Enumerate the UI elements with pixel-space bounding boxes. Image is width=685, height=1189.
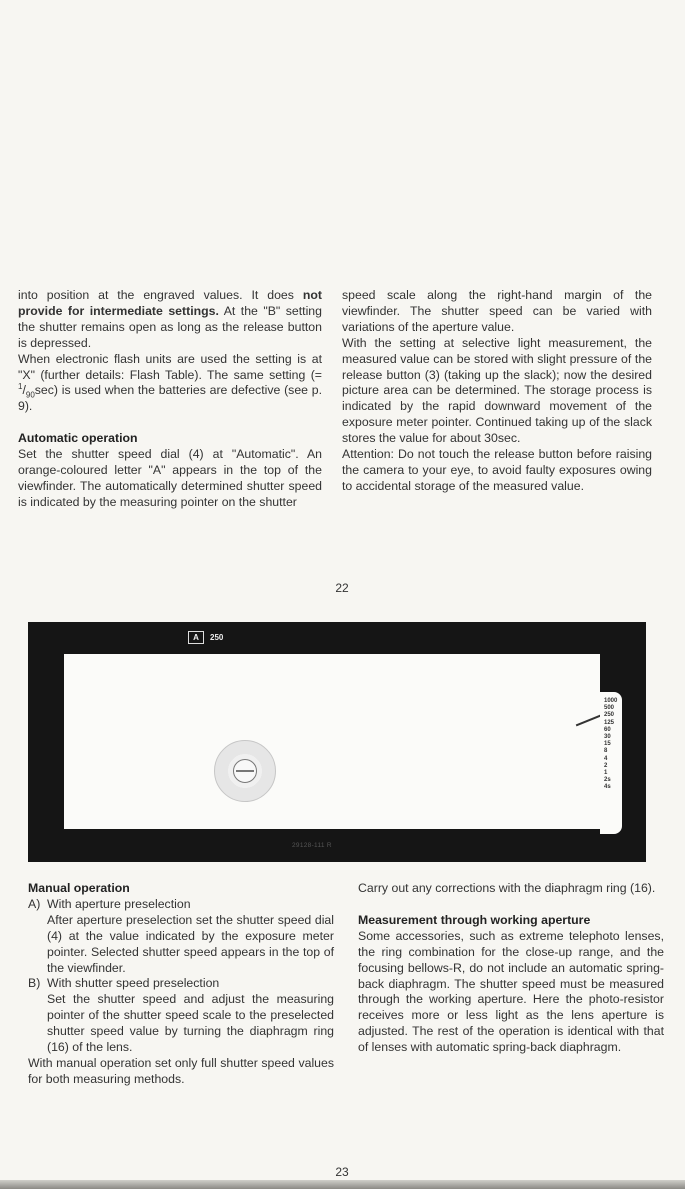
scale-value: 125 (604, 719, 615, 726)
figure-caption: 29128-111 R (292, 842, 332, 849)
page-bottom-edge (0, 1180, 685, 1189)
scale-value: 4s (604, 784, 611, 791)
section-heading: Manual operation (28, 881, 130, 895)
scale-value: 8 (604, 748, 608, 755)
section-heading: Measurement through working aperture (358, 912, 591, 927)
page23-right-column (358, 881, 664, 1056)
selected-speed: 250 (210, 632, 224, 642)
list-item: B) With shutter speed preselection Set the shutter speed and adjust the measuring pointer of the shutter speed scale to the preselected shutter speed value by turning the diaphragm ring (16) of the lens. (28, 976, 334, 1055)
bold-phrase: not provide for intermediate settings. (18, 288, 322, 318)
scale-value: 15 (604, 741, 611, 748)
scale-value: 1000 (604, 698, 618, 704)
scale-value: 500 (604, 705, 615, 712)
scale-value: 2s (604, 777, 611, 784)
scale-value: 4 (604, 755, 608, 762)
scale-value: 60 (604, 726, 611, 733)
automatic-indicator: A (188, 631, 204, 644)
scale-value: 250 (604, 712, 615, 719)
scale-value: 30 (604, 734, 611, 741)
paragraph: When electronic flash units are used the setting is at "X" (further details: Flash Table). The same setting (= $^1/_{90}\sec$) is used when the batteries are defective (see p. 9). (18, 351, 322, 414)
section-heading: Automatic operation (18, 431, 138, 446)
paragraph: Some accessories, such as extreme telephoto lenses, the ring combination for the close-up range, and the focusing bellows-R, do not include an automatic spring-back diaphragm. The shutter speed must be measured through the working aperture. Here the photo-resistor receives more or less light as the lens aperture is adjusted. The rest of the operation is identical with that of lenses with automatic spring-back diaphragm. (358, 928, 664, 1055)
scale-value: 2 (604, 762, 608, 769)
page22-left-column (18, 288, 322, 511)
scale-value: 1 (604, 770, 608, 777)
paragraph: With the setting at selective light measurement, the measured value can be stored with slight pressure of the release button (3) (taking up the slack); now the desired picture area can be determined. The storage process is indicated by the rapid downward movement of the exposure meter pointer. Continued taking up of the slack stores the value for about 30sec. (342, 335, 652, 446)
page23-left-column (28, 881, 334, 1088)
paragraph: Attention: Do not touch the release button before raising the camera to your eye, to avoid faulty exposures owing to accidental storage of the measured value. (342, 447, 652, 493)
page-number: 22 (335, 581, 349, 595)
paragraph: With manual operation set only full shutter speed values for both measuring methods. (28, 1055, 334, 1086)
page22-right-column (342, 288, 652, 495)
paragraph: into position at the engraved values. It does not provide for intermediate settings. At the "B" setting the shutter remains open as long as the release button is depressed. (18, 288, 322, 350)
paragraph: Carry out any corrections with the diaphragm ring (16). (358, 881, 656, 895)
list-item: A) With aperture preselection After aperture preselection set the shutter speed dial (4) at the value indicated by the exposure meter pointer. Selected shutter speed appears in the top of the viewfinder. (28, 896, 334, 975)
paragraph: Set the shutter speed dial (4) at "Automatic". An orange-coloured letter "A" appears in the top of the viewfinder. The automatically determined shutter speed is indicated by the measuring pointer on the shutter (18, 447, 322, 509)
paragraph: speed scale along the right-hand margin of the viewfinder. The shutter speed can be varied with variations of the aperture value. (342, 288, 652, 334)
page-23 (0, 600, 685, 1189)
page-number: 23 (335, 1165, 349, 1179)
